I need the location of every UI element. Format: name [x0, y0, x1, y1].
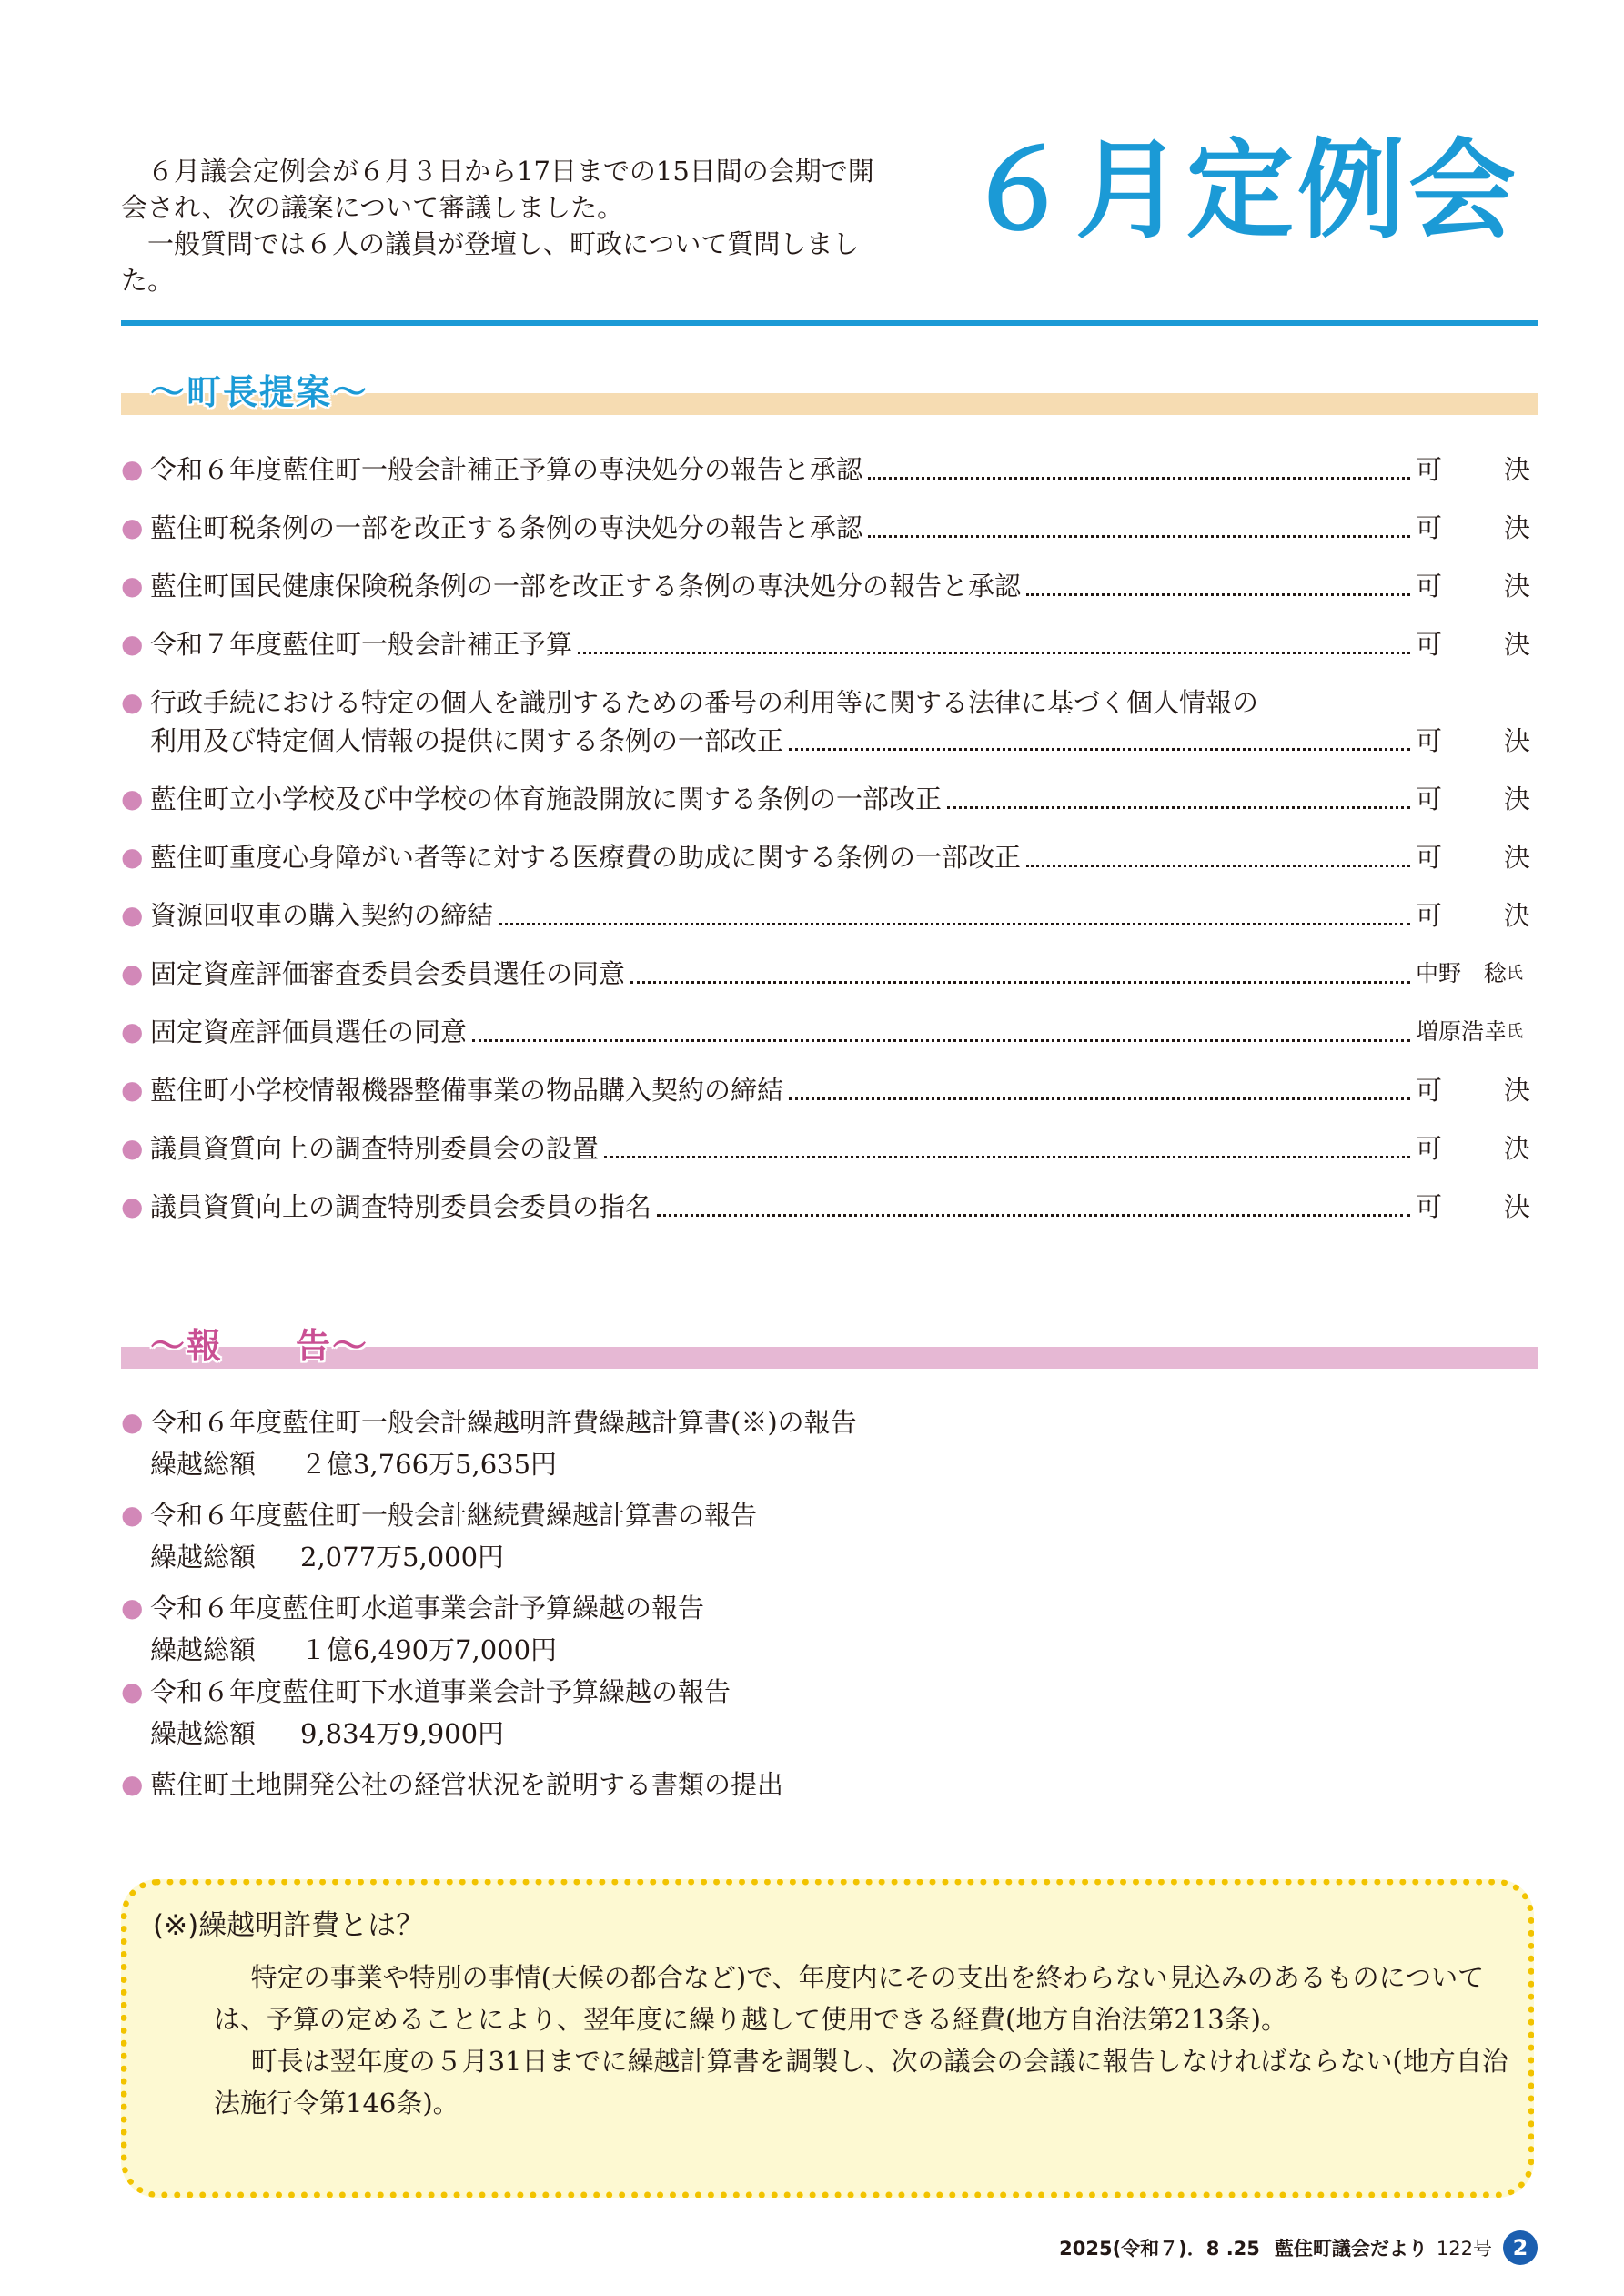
- proposal-text: 令和６年度藍住町一般会計補正予算の専決処分の報告と承認: [150, 454, 863, 485]
- report-item: [121, 1494, 1538, 1578]
- proposal-text: 藍住町小学校情報機器整備事業の物品購入契約の締結: [150, 1075, 784, 1106]
- report-list: [121, 1401, 1538, 1815]
- proposal-item: [121, 567, 1538, 605]
- leader-dots: [789, 748, 1410, 751]
- intro-paragraph-2: 一般質問では６人の議員が登壇し、町政について質問しました。: [121, 228, 860, 296]
- reports-heading: ～報 告～: [150, 1326, 369, 1366]
- note-body: [214, 1957, 1515, 2124]
- proposal-list: [121, 450, 1538, 1246]
- proposal-item: [121, 509, 1538, 547]
- intro-text: [121, 153, 885, 298]
- bullet-icon: ●: [121, 958, 144, 988]
- report-title: 令和６年度藍住町水道事業会計予算繰越の報告: [150, 1593, 705, 1623]
- bullet-icon: ●: [121, 454, 144, 484]
- bullet-icon: ●: [121, 784, 144, 814]
- proposal-text: 藍住町税条例の一部を改正する条例の専決処分の報告と承認: [150, 512, 863, 543]
- leader-dots: [1026, 593, 1410, 596]
- bullet-icon: ●: [121, 629, 144, 659]
- glossary-note-box: [121, 1879, 1534, 2198]
- proposal-text-first-line: 行政手続における特定の個人を識別するための番号の利用等に関する法律に基づく個人情報の: [150, 687, 1259, 718]
- proposal-text: 固定資産評価員選任の同意: [150, 1017, 468, 1047]
- proposal-result: 可 決: [1416, 784, 1530, 814]
- issue-date: 2025(令和７)．8 .25: [1059, 2238, 1260, 2260]
- leader-dots: [947, 806, 1410, 809]
- proposal-item: [121, 1013, 1538, 1051]
- note-paragraph-2: 町長は翌年度の５月31日までに繰越計算書を調製し、次の議会の会議に報告しなければならない(地方自治法施行令第146条)。: [214, 2046, 1508, 2119]
- proposal-result: 可 決: [1416, 512, 1530, 543]
- proposal-item: [121, 683, 1538, 760]
- proposal-item: [121, 780, 1538, 818]
- proposal-text: 議員資質向上の調査特別委員会委員の指名: [150, 1191, 652, 1222]
- proposal-result: 可 決: [1416, 1133, 1530, 1164]
- leader-dots: [472, 1039, 1410, 1042]
- proposal-item: [121, 896, 1538, 935]
- bullet-icon: ●: [121, 900, 144, 930]
- bullet-icon: ●: [121, 512, 144, 542]
- bullet-icon: ●: [121, 687, 144, 717]
- report-item: [121, 1587, 1538, 1671]
- proposal-result: 可 決: [1416, 571, 1530, 602]
- proposal-item: [121, 1188, 1538, 1226]
- proposal-result: 可 決: [1416, 842, 1530, 873]
- proposal-text: 資源回収車の購入契約の締結: [150, 900, 494, 931]
- leader-dots: [657, 1214, 1410, 1217]
- proposal-result: 可 決: [1416, 1075, 1530, 1106]
- proposal-result: 可 決: [1416, 629, 1530, 660]
- note-title: (※)繰越明許費とは？: [153, 1909, 425, 1942]
- proposal-result: 可 決: [1416, 1191, 1530, 1222]
- appointee-name: 中野 稔 氏: [1416, 960, 1524, 986]
- proposal-text: 利用及び特定個人情報の提供に関する条例の一部改正: [150, 725, 784, 756]
- bullet-icon: ●: [121, 1075, 144, 1105]
- leader-dots: [1026, 865, 1410, 867]
- proposal-text: 固定資産評価審査委員会委員選任の同意: [150, 958, 626, 989]
- leader-dots: [578, 652, 1410, 654]
- leader-dots: [604, 1156, 1410, 1158]
- leader-dots: [868, 535, 1410, 538]
- leader-dots: [630, 981, 1410, 984]
- report-item: [121, 1671, 1538, 1755]
- report-title: 令和６年度藍住町下水道事業会計予算繰越の報告: [150, 1676, 731, 1707]
- leader-dots: [789, 1097, 1410, 1100]
- report-title: 令和６年度藍住町一般会計繰越明許費繰越計算書(※)の報告: [150, 1407, 857, 1438]
- report-title: 藍住町土地開発公社の経営状況を説明する書類の提出: [150, 1769, 784, 1800]
- page-footer: [1019, 2230, 1538, 2266]
- proposals-section-header: [121, 366, 1538, 415]
- bullet-icon: ●: [121, 1191, 144, 1221]
- title-divider: [121, 320, 1538, 326]
- leader-dots: [868, 477, 1410, 480]
- proposal-item: [121, 450, 1538, 489]
- bullet-icon: ●: [121, 1017, 144, 1047]
- carryover-amount: 繰越総額 9,834万9,900円: [150, 1718, 505, 1749]
- bullet-icon: ●: [121, 1676, 144, 1706]
- proposals-heading: ～町長提案～: [150, 372, 369, 412]
- proposal-item: [121, 1129, 1538, 1168]
- proposal-text: 藍住町立小学校及び中学校の体育施設開放に関する条例の一部改正: [150, 784, 943, 814]
- issue-number: 122号: [1436, 2238, 1492, 2260]
- report-title: 令和６年度藍住町一般会計継続費繰越計算書の報告: [150, 1500, 758, 1531]
- bullet-icon: ●: [121, 1769, 144, 1799]
- proposal-item: [121, 955, 1538, 993]
- bullet-icon: ●: [121, 1407, 144, 1437]
- carryover-amount: 繰越総額 2,077万5,000円: [150, 1542, 505, 1573]
- proposal-item: [121, 625, 1538, 663]
- proposal-text: 藍住町重度心身障がい者等に対する医療費の助成に関する条例の一部改正: [150, 842, 1022, 873]
- proposal-text: 藍住町国民健康保険税条例の一部を改正する条例の専決処分の報告と承認: [150, 571, 1022, 602]
- appointee-name: 増原浩幸 氏: [1416, 1018, 1524, 1045]
- proposal-item: [121, 838, 1538, 876]
- publication-name: 藍住町議会だより: [1274, 2238, 1427, 2260]
- reports-section-header: [121, 1320, 1538, 1369]
- page-number-badge: 2: [1503, 2230, 1538, 2265]
- leader-dots: [499, 923, 1410, 925]
- carryover-amount: 繰越総額 １億6,490万7,000円: [150, 1634, 558, 1665]
- note-paragraph-1: 特定の事業や特別の事情(天候の都合など)で、年度内にその支出を終わらない見込みのあるものについては、予算の定めることにより、翌年度に繰り越して使用できる経費(地方自治法第213条)。: [214, 1962, 1485, 2035]
- bullet-icon: ●: [121, 1133, 144, 1163]
- proposal-item: [121, 1071, 1538, 1109]
- bullet-icon: ●: [121, 1500, 144, 1530]
- carryover-amount: 繰越総額 ２億3,766万5,635円: [150, 1449, 558, 1480]
- proposal-text: 令和７年度藍住町一般会計補正予算: [150, 629, 573, 660]
- bullet-icon: ●: [121, 1593, 144, 1623]
- intro-paragraph-1: ６月議会定例会が６月３日から17日までの15日間の会期で開会され、次の議案について審議しました。: [121, 156, 874, 223]
- bullet-icon: ●: [121, 571, 144, 601]
- page-title: ６月定例会: [964, 127, 1520, 253]
- proposal-result: 可 決: [1416, 454, 1530, 485]
- proposal-text: 議員資質向上の調査特別委員会の設置: [150, 1133, 600, 1164]
- proposal-result: 可 決: [1416, 725, 1530, 756]
- bullet-icon: ●: [121, 842, 144, 872]
- proposal-result: 可 決: [1416, 900, 1530, 931]
- report-item: [121, 1764, 1538, 1805]
- report-item: [121, 1401, 1538, 1485]
